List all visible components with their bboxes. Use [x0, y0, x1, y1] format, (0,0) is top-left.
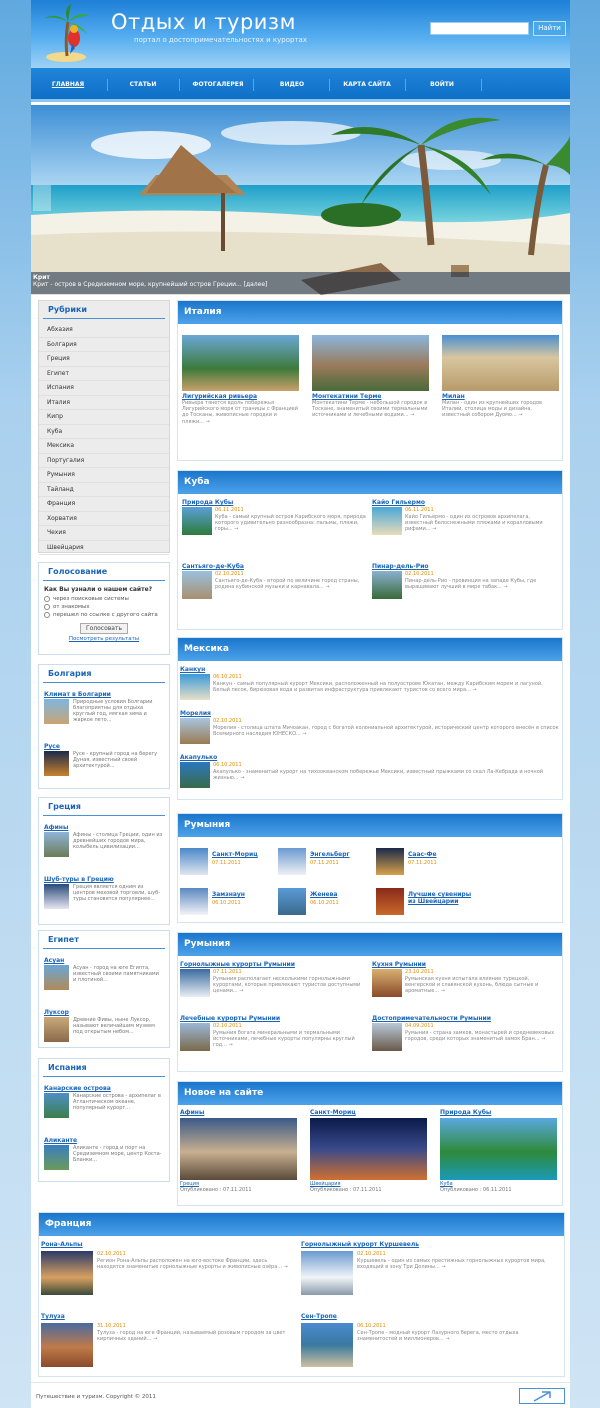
article-image[interactable]: [442, 335, 559, 391]
article-date: 02.10.2011: [357, 1251, 386, 1257]
poll-results-link[interactable]: Посмотреть результаты: [68, 636, 140, 642]
item-text: Древние Фивы, ныне Луксор, называют величайшим музеем под открытым небом...: [73, 1017, 155, 1035]
article-image[interactable]: [180, 1023, 210, 1051]
new-item-title[interactable]: Санкт-Мориц: [310, 1109, 356, 1116]
egypt-box: [38, 930, 170, 1048]
article-date: 04.09.2011: [405, 1023, 434, 1029]
item-text: Асуан - город на юге Египта, известный своими памятниками и плотиной...: [73, 965, 159, 983]
nav-separator: [481, 79, 482, 91]
place-image[interactable]: [180, 888, 208, 915]
place-image[interactable]: [278, 888, 306, 915]
new-item-image[interactable]: [180, 1118, 297, 1180]
item-text: Афины - столица Греции, один из древнейших городов мира, колыбель цивилизации...: [73, 832, 163, 850]
article-date: 23.10.2011: [405, 969, 434, 975]
item-title[interactable]: Аликанте: [44, 1137, 78, 1144]
section-new-on-site: [177, 1081, 563, 1206]
article-title[interactable]: Горнолыжный курорт Куршевель: [301, 1241, 420, 1248]
section-italy: [177, 300, 563, 461]
article-date: 06.10.2011: [357, 1323, 386, 1329]
article-title[interactable]: Кайо Гильермо: [372, 499, 425, 506]
site-subtitle: портал о достопримечательностях и курортах: [134, 36, 307, 44]
article-image[interactable]: [182, 335, 299, 391]
item-thumbnail[interactable]: [44, 884, 69, 909]
item-text: Природные условия Болгарии благоприятны для отдыха круглый год, мягкая зима и жаркое лето...: [73, 699, 153, 723]
place-date: 07.11.2011: [212, 860, 241, 866]
parrot-palm-logo-icon: [41, 4, 91, 64]
rubrika-link[interactable]: Египет: [39, 367, 169, 382]
article-date: 06.10.2011: [213, 762, 242, 768]
nav-video[interactable]: ВИДЕО: [279, 81, 305, 88]
article-title[interactable]: Монтекатини Терме: [312, 393, 382, 400]
section-title: Мексика: [178, 638, 562, 661]
place-date: 06.10.2011: [310, 900, 339, 906]
place-title[interactable]: Санкт-Мориц: [212, 851, 258, 858]
article-title[interactable]: Лигурийская ривьера: [182, 393, 258, 400]
new-item-published: Опубликовано : 07.11.2011: [180, 1187, 252, 1193]
place-image[interactable]: [180, 848, 208, 875]
poll-box: [38, 562, 170, 655]
article-card[interactable]: [182, 563, 370, 591]
article-title[interactable]: Лечебные курорты Румынии: [180, 1015, 281, 1022]
article-text: Монтекатини Терме - небольшой городок в Тоскане, знаменитый своими термальными источниками и лечебными водами... →: [312, 400, 428, 419]
article-text: Милан - один из крупнейших городов Италии, столица моды и дизайна, известный собором Дуомо... →: [442, 400, 542, 419]
radio-icon[interactable]: [44, 596, 50, 602]
item-thumbnail[interactable]: [44, 965, 69, 990]
list-item[interactable]: [44, 743, 164, 795]
egypt-title: Египет: [43, 931, 165, 949]
search-input[interactable]: [430, 22, 529, 35]
article-card[interactable]: [182, 335, 299, 425]
place-image[interactable]: [376, 848, 404, 875]
article-title[interactable]: Сен-Тропе: [301, 1313, 337, 1320]
poll-title: Голосование: [43, 563, 165, 581]
place-title[interactable]: Лучшие сувениры из Швейцарии: [408, 891, 472, 905]
hero-caption: [31, 272, 570, 294]
poll-question: Как Вы узнали о нашем сайте?: [44, 586, 153, 593]
list-item[interactable]: [44, 691, 164, 743]
item-text: Русе - крупный город на берегу Дуная, известный своей архитектурой...: [73, 751, 158, 769]
list-item[interactable]: [44, 1137, 164, 1189]
rubrika-link[interactable]: Португалия: [39, 454, 169, 469]
section-romania-places: [177, 813, 563, 923]
article-text: Ривьера тянется вдоль побережья Лигурийского моря от границы с Францией до Тосканы, живописные городки и пляжи... →: [182, 400, 298, 425]
article-text: Канкун - самый популярный курорт Мексики, расположенный на полуострове Юкатан, между Карибским морем и лагуной. Белый песок, бирюзовая вода и развитая инфраструктура привлекают туристов со всего мира... →: [213, 681, 543, 694]
site-title: Отдых и туризм: [111, 10, 296, 34]
article-image[interactable]: [312, 335, 429, 391]
article-image[interactable]: [372, 969, 402, 997]
bulgaria-box: [38, 664, 170, 789]
article-row[interactable]: [180, 754, 564, 794]
hero-slideshow[interactable]: [31, 105, 570, 295]
greece-title: Греция: [43, 798, 165, 816]
article-title[interactable]: Тулуза: [41, 1313, 65, 1320]
rubrika-link[interactable]: Абхазия: [39, 323, 169, 338]
article-title[interactable]: Канкун: [180, 666, 206, 673]
place-date: 06.10.2011: [212, 900, 241, 906]
vote-button[interactable]: Голосовать: [80, 623, 128, 634]
article-image[interactable]: [372, 1023, 402, 1051]
article-date: 07.11.2011: [213, 969, 242, 975]
article-text: Румыния богата минеральными и термальными источниками, лечебные курорты популярны круглый год... →: [213, 1030, 355, 1049]
article-text: Кайо Гильермо - один из островов архипелага, известный белоснежными пляжами и коралловыми рифами... →: [405, 514, 543, 533]
place-image[interactable]: [376, 888, 404, 915]
nav-separator: [329, 79, 330, 91]
article-date: 02.10.2011: [213, 1023, 242, 1029]
new-item-image[interactable]: [440, 1118, 557, 1180]
article-text: Сен-Тропе - модный курорт Лазурного берега, место отдыха знаменитостей и миллионеров... →: [357, 1330, 519, 1343]
new-item[interactable]: [180, 1109, 297, 1193]
item-text: Канарские острова - архипелаг в Атлантическом океане, популярный курорт...: [73, 1093, 161, 1111]
item-title[interactable]: Канарские острова: [44, 1085, 111, 1092]
article-image[interactable]: [372, 571, 402, 599]
rubrika-link[interactable]: Кипр: [39, 410, 169, 425]
rubrika-link[interactable]: Куба: [39, 425, 169, 440]
page: [31, 0, 570, 1408]
item-title[interactable]: Шуб-туры в Грецию: [44, 876, 114, 883]
article-text: Куба - самый крупный остров Карибского моря, природа которого удивительно разнообразна: пальмы, пляжи, горы... →: [215, 514, 366, 533]
article-title[interactable]: Сантьяго-де-Куба: [182, 563, 244, 570]
rubrika-link[interactable]: Греция: [39, 352, 169, 367]
article-date: 31.10.2011: [97, 1323, 126, 1329]
article-image[interactable]: [372, 507, 402, 535]
beach-photo: [31, 105, 570, 295]
article-card[interactable]: [312, 335, 429, 419]
article-title[interactable]: Пинар-дель-Рио: [372, 563, 429, 570]
article-text: Румыния располагает несколькими горнолыжными курортами, которые привлекают туристов доступными ценами... →: [213, 976, 361, 995]
item-thumbnail[interactable]: [44, 832, 69, 857]
article-date: 06.11.2011: [215, 507, 244, 513]
section-romania-articles: [177, 932, 563, 1072]
section-title: Румыния: [178, 933, 562, 956]
item-thumbnail[interactable]: [44, 751, 69, 776]
article-card[interactable]: [372, 499, 560, 533]
article-card[interactable]: [442, 335, 559, 419]
article-text: Румынская кухня испытала влияние турецкой, венгерской и славянской кухонь, блюда сытные и ароматные... →: [405, 976, 539, 995]
nav-sitemap[interactable]: КАРТА САЙТА: [343, 81, 391, 88]
article-image[interactable]: [41, 1323, 93, 1367]
radio-icon[interactable]: [44, 604, 50, 610]
article-title[interactable]: Акапулько: [180, 754, 218, 761]
article-image[interactable]: [180, 674, 210, 700]
article-title[interactable]: Рона-Альпы: [41, 1241, 83, 1248]
place-item[interactable]: [180, 888, 275, 918]
nav-gallery[interactable]: ФОТОГАЛЕРЕЯ: [192, 81, 244, 88]
footer: [31, 1382, 570, 1408]
new-item-category[interactable]: Швейцария: [310, 1181, 341, 1187]
article-date: 02.10.2011: [405, 571, 434, 577]
article-image[interactable]: [180, 762, 210, 788]
article-card[interactable]: [372, 961, 560, 995]
hero-text[interactable]: Крит - остров в Средиземном море, крупнейший остров Греции... [далее]: [33, 281, 268, 288]
item-title[interactable]: Русе: [44, 743, 60, 750]
article-date: 06.11.2011: [405, 507, 434, 513]
place-item[interactable]: [278, 888, 373, 918]
item-title[interactable]: Луксор: [44, 1009, 69, 1016]
nav-home[interactable]: ГЛАВНАЯ: [51, 81, 85, 88]
item-title[interactable]: Асуан: [44, 957, 65, 964]
rubrika-link[interactable]: Испания: [39, 381, 169, 396]
item-thumbnail[interactable]: [44, 1093, 69, 1118]
rubriki-list: [39, 323, 169, 555]
place-title[interactable]: Саас-Фе: [408, 851, 437, 858]
list-item[interactable]: [44, 957, 164, 1009]
list-item[interactable]: [44, 1009, 164, 1061]
article-text: Тулуза - город на юге Франции, называемый розовым городом за цвет кирпичных зданий... →: [97, 1330, 286, 1343]
article-image[interactable]: [301, 1251, 353, 1295]
item-thumbnail[interactable]: [44, 1017, 69, 1042]
item-title[interactable]: Климат в Болгарии: [44, 691, 111, 698]
article-image[interactable]: [180, 969, 210, 997]
rubrika-link[interactable]: Болгария: [39, 338, 169, 353]
place-date: 07.11.2011: [408, 860, 437, 866]
article-date: 06.10.2011: [213, 674, 242, 680]
article-row[interactable]: [180, 666, 564, 706]
article-card[interactable]: [301, 1313, 551, 1373]
poll-option[interactable]: [39, 611, 169, 619]
back-to-top-button[interactable]: [519, 1388, 565, 1404]
new-item-title[interactable]: Природа Кубы: [440, 1109, 492, 1116]
poll-option[interactable]: [39, 595, 169, 603]
article-title[interactable]: Достопримечательности Румынии: [372, 1015, 491, 1022]
section-title: Куба: [178, 471, 562, 494]
new-item-image[interactable]: [310, 1118, 427, 1180]
article-image[interactable]: [41, 1251, 93, 1295]
place-image[interactable]: [278, 848, 306, 875]
copyright: Путешествие и туризм. Copyright © 2011: [36, 1394, 156, 1400]
article-card[interactable]: [372, 1015, 560, 1043]
article-text: Акапулько - знаменитый курорт на тихоокеанском побережье Мексики, известный прыжками со скал Ла-Кебрада и ночной жизнью... →: [213, 769, 544, 782]
article-card[interactable]: [372, 563, 560, 591]
section-title: Новое на сайте: [178, 1082, 562, 1105]
radio-icon[interactable]: [44, 612, 50, 618]
article-text: Румыния - страна замков, монастырей и средневековых городов, среди которых знаменитый замок Бран... →: [405, 1030, 555, 1043]
article-title[interactable]: Кухня Румынии: [372, 961, 426, 968]
nav-login[interactable]: ВОЙТИ: [430, 81, 454, 88]
poll-option[interactable]: [39, 603, 169, 611]
section-mexico: [177, 637, 563, 800]
new-item-published: Опубликовано : 06.11.2011: [440, 1187, 512, 1193]
rubrika-link[interactable]: Румыния: [39, 468, 169, 483]
section-title: Франция: [39, 1213, 564, 1236]
item-text: Греция является одним из центров меховой торговли, шуб-туры становятся популярнее...: [73, 884, 160, 902]
nav-articles[interactable]: СТАТЬИ: [129, 81, 157, 88]
page-background-right: [570, 0, 600, 1408]
new-item-published: Опубликовано : 07.11.2011: [310, 1187, 382, 1193]
section-title: Румыния: [178, 814, 562, 837]
poll-option-label: через поисковые системы: [53, 596, 129, 602]
new-item-category[interactable]: Куба: [440, 1181, 453, 1187]
arrow-up-right-icon: [520, 1389, 564, 1403]
new-item[interactable]: [310, 1109, 427, 1193]
article-image[interactable]: [182, 571, 212, 599]
item-text: Аликанте - город и порт на Средиземном море, центр Коста-Бланки...: [73, 1145, 162, 1163]
spain-title: Испания: [43, 1059, 165, 1077]
header: [31, 0, 570, 68]
nav-separator: [253, 79, 254, 91]
article-title[interactable]: Горнолыжные курорты Румынии: [180, 961, 295, 968]
article-text: Пинар-дель-Рио - провинция на западе Кубы, где выращивают лучший в мире табак... →: [405, 578, 537, 591]
place-item[interactable]: [376, 848, 471, 878]
article-text: Морелия - столица штата Мичоакан, город с богатой колониальной архитектурой, исторический центр которого внесён в список Всемирного наследия ЮНЕСКО... →: [213, 725, 559, 738]
place-item[interactable]: [180, 848, 275, 878]
article-title[interactable]: Милан: [442, 393, 465, 400]
rubrika-link[interactable]: Италия: [39, 396, 169, 411]
article-image[interactable]: [180, 718, 210, 744]
article-text: Сантьяго-де-Куба - второй по величине город страны, родина кубинской музыки и карнавала... →: [215, 578, 360, 591]
article-text: Регион Рона-Альпы расположен на юго-востоке Франции, здесь находятся знаменитые горнолыжные курорты и живописные озёра... →: [97, 1258, 288, 1271]
list-item[interactable]: [44, 1085, 164, 1137]
rubrika-link[interactable]: Швейцария: [39, 541, 169, 556]
rubriki-title: Рубрики: [43, 301, 165, 319]
main-nav: [31, 68, 570, 102]
rubrika-link[interactable]: Мексика: [39, 439, 169, 454]
poll-option-label: от знакомых: [53, 604, 90, 610]
place-item[interactable]: [376, 888, 506, 918]
article-row[interactable]: [180, 710, 564, 750]
place-title[interactable]: Женева: [310, 891, 338, 898]
rubrika-link[interactable]: Франция: [39, 497, 169, 512]
spain-box: [38, 1058, 170, 1182]
article-text: Куршевель - один из самых престижных горнолыжных курортов мира, входящий в зону Три Долины... →: [357, 1258, 546, 1271]
section-title: Италия: [178, 301, 562, 324]
section-cuba: [177, 470, 563, 630]
place-item[interactable]: [278, 848, 373, 878]
page-background-left: [0, 0, 31, 1408]
hero-prev-arrow-icon[interactable]: [33, 185, 51, 211]
article-image[interactable]: [301, 1323, 353, 1367]
item-thumbnail[interactable]: [44, 699, 69, 724]
place-title[interactable]: Замзнаун: [212, 891, 245, 898]
article-card[interactable]: [41, 1241, 291, 1301]
bulgaria-title: Болгария: [43, 665, 165, 683]
new-item[interactable]: [440, 1109, 557, 1193]
nav-separator: [405, 79, 406, 91]
greece-box: [38, 797, 170, 925]
rubrika-link[interactable]: Тайланд: [39, 483, 169, 498]
place-title[interactable]: Энгельберг: [310, 851, 350, 858]
item-thumbnail[interactable]: [44, 1145, 69, 1170]
article-card[interactable]: [180, 961, 368, 995]
article-card[interactable]: [41, 1313, 291, 1373]
rubrika-link[interactable]: Хорватия: [39, 512, 169, 527]
item-title[interactable]: Афины: [44, 824, 69, 831]
new-item-title[interactable]: Афины: [180, 1109, 205, 1116]
search-button[interactable]: Найти: [533, 21, 566, 36]
article-date: 02.10.2011: [97, 1251, 126, 1257]
place-date: 07.11.2011: [310, 860, 339, 866]
list-item[interactable]: [44, 876, 164, 928]
poll-option-label: перешел по ссылке с другого сайта: [53, 612, 158, 618]
rubriki-box: [38, 300, 170, 553]
article-title[interactable]: Природа Кубы: [182, 499, 234, 506]
article-date: 02.10.2011: [213, 718, 242, 724]
list-item[interactable]: [44, 824, 164, 876]
article-card[interactable]: [180, 1015, 368, 1049]
rubrika-link[interactable]: Чехия: [39, 526, 169, 541]
article-card[interactable]: [301, 1241, 551, 1301]
hero-title: Крит: [33, 274, 50, 281]
nav-separator: [179, 79, 180, 91]
article-card[interactable]: [182, 499, 370, 533]
article-image[interactable]: [182, 507, 212, 535]
article-title[interactable]: Морелия: [180, 710, 211, 717]
section-france: [38, 1212, 565, 1377]
article-date: 02.10.2011: [215, 571, 244, 577]
new-item-category[interactable]: Греция: [180, 1181, 199, 1187]
